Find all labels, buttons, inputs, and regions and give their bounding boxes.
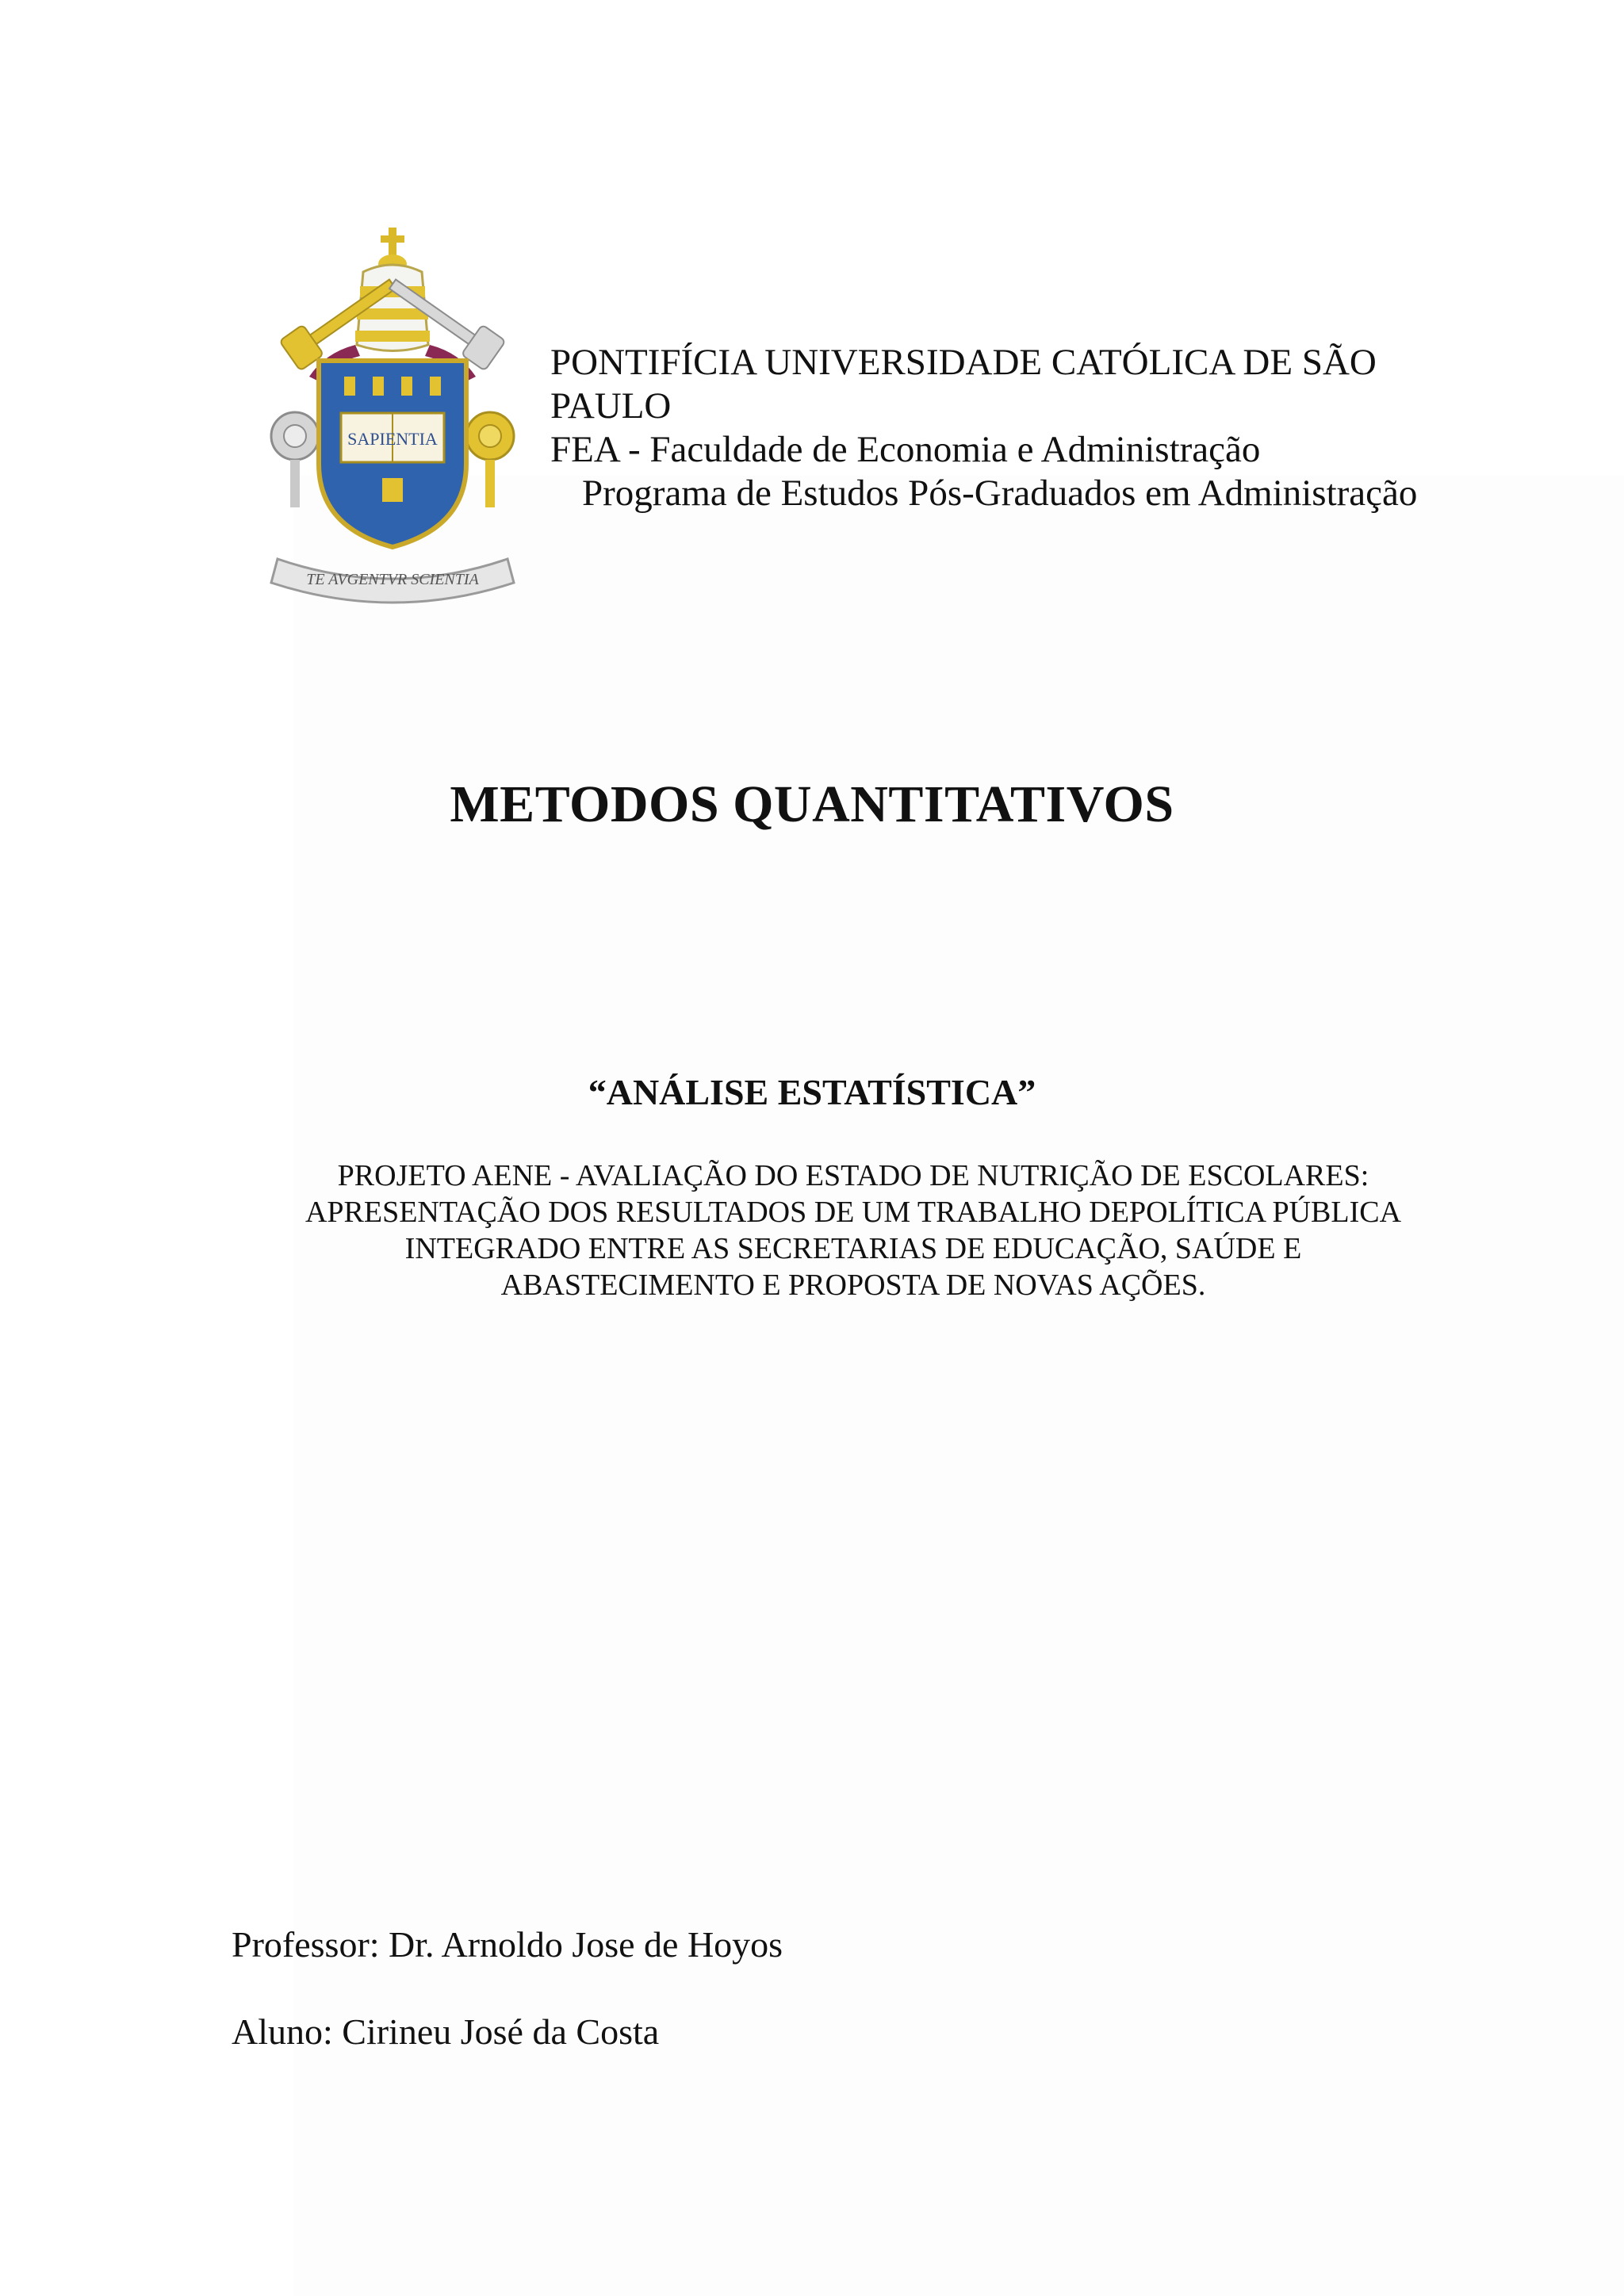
project-line: INTEGRADO ENTRE AS SECRETARIAS DE EDUCAÇÃO, SAÚDE E (404, 1232, 1302, 1265)
svg-text:SAPIENTIA: SAPIENTIA (347, 429, 438, 449)
project-line: APRESENTAÇÃO DOS RESULTADOS DE UM TRABALHO DEPOLÍTICA PÚBLICA (304, 1196, 1402, 1229)
faculty-name: FEA - Faculdade de Economia e Administração (550, 429, 1261, 470)
student-name: Aluno: Cirineu José da Costa (232, 2011, 660, 2052)
program-name: Programa de Estudos Pós-Graduados em Administração (582, 473, 1418, 514)
professor-name: Professor: Dr. Arnoldo Jose de Hoyos (232, 1924, 783, 1965)
university-coat-of-arms-icon (262, 226, 523, 607)
project-line: ABASTECIMENTO E PROPOSTA DE NOVAS AÇÕES. (500, 1269, 1206, 1302)
svg-text:TE AVGENTVR SCIENTIA: TE AVGENTVR SCIENTIA (306, 571, 479, 588)
institution-name-line2: PAULO (550, 385, 672, 427)
document-subtitle: “ANÁLISE ESTATÍSTICA” (588, 1072, 1036, 1112)
institution-header (550, 341, 1581, 515)
document-title: METODOS QUANTITATIVOS (450, 775, 1174, 833)
project-description (217, 1158, 1489, 1303)
authors-block (232, 1923, 1342, 2054)
institution-name-line1: PONTIFÍCIA UNIVERSIDADE CATÓLICA DE SÃO (550, 342, 1377, 383)
project-line: PROJETO AENE - AVALIAÇÃO DO ESTADO DE NUTRIÇÃO DE ESCOLARES: (337, 1159, 1369, 1192)
